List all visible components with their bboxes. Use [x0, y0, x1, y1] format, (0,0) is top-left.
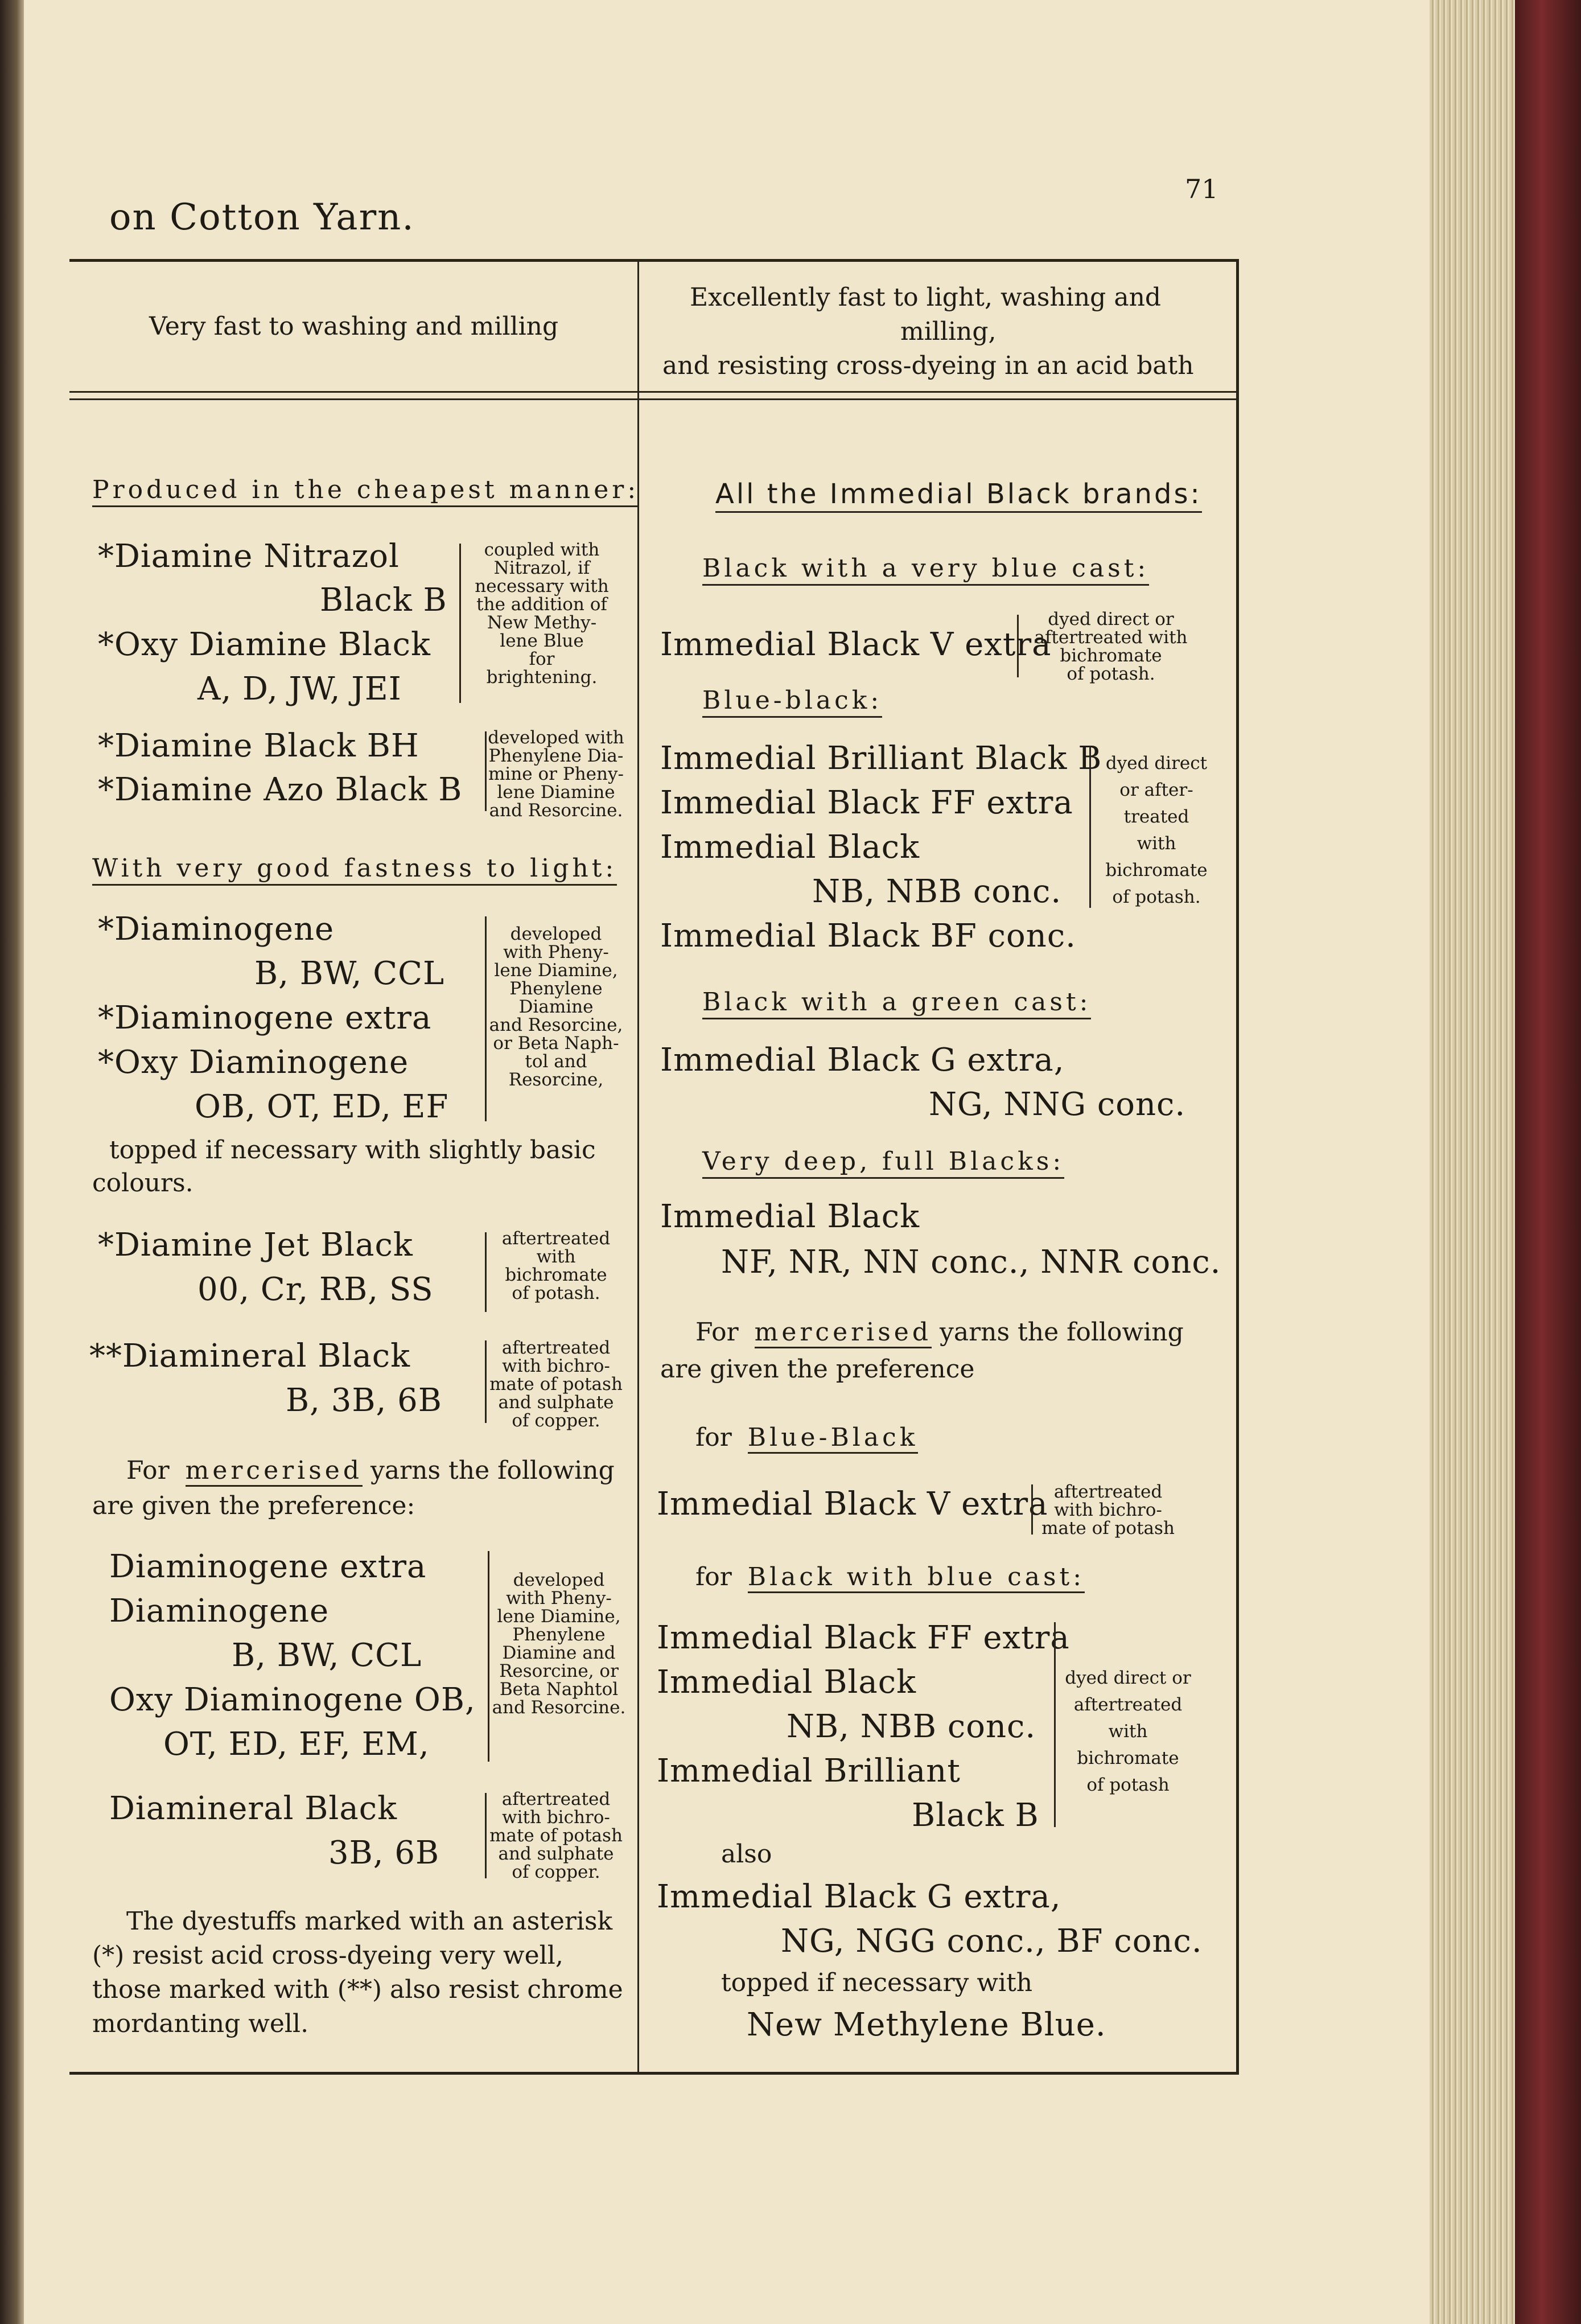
dye-name: Black B: [912, 1797, 1039, 1834]
note: aftertreated with bichro- mate of potash: [1041, 1482, 1175, 1539]
note: developed with Phenylene Dia- mine or Pheny- lene Diamine and Resorcine.: [488, 727, 624, 821]
dye-name: Immedial Black V extra: [657, 1486, 1048, 1523]
text-line: For mercerised yarns the following: [695, 1318, 1184, 1347]
dye-name: *Oxy Diaminogene: [98, 1044, 409, 1081]
page-edges: [1430, 0, 1515, 2324]
text-line: topped if necessary with slightly basic: [109, 1136, 596, 1165]
dye-name: B, 3B, 6B: [286, 1382, 442, 1419]
running-head: on Cotton Yarn.: [109, 196, 415, 238]
header-right-1: Excellently fast to light, washing and: [690, 283, 1162, 312]
dye-name: Diamineral Black: [109, 1790, 398, 1827]
dye-name: *Diamine Black BH: [98, 727, 419, 764]
dye-name: Diaminogene: [109, 1593, 330, 1630]
dye-name: Immedial Black: [660, 829, 920, 866]
brace: [479, 1232, 487, 1312]
note: coupled with Nitrazol, if necessary with the addition of New Methy- lene Blue for brightening.: [475, 540, 609, 688]
footnote-line: mordanting well.: [92, 2009, 309, 2038]
dye-name: B, BW, CCL: [254, 955, 445, 992]
header-right-3: and resisting cross-dyeing in an acid bath: [662, 351, 1194, 380]
section-heading: Very deep, full Blacks:: [702, 1147, 1064, 1179]
dye-name: NF, NR, NN conc., NNR conc.: [721, 1244, 1221, 1281]
dye-name: **Diamineral Black: [89, 1338, 411, 1375]
text-line: are given the preference: [660, 1355, 975, 1384]
note: aftertreated with bichromate of potash.: [501, 1228, 611, 1303]
brace: [1048, 1622, 1056, 1827]
dye-name: *Diamine Nitrazol: [98, 538, 400, 575]
footnote-line: those marked with (**) also resist chrome: [92, 1975, 623, 2004]
dye-name: Immedial Black FF extra: [657, 1619, 1070, 1656]
dye-name: NG, NGG conc., BF conc.: [781, 1923, 1203, 1960]
footnote-line: The dyestuffs marked with an asterisk: [126, 1907, 613, 1936]
dye-name: Immedial Black FF extra: [660, 784, 1073, 821]
brace: [479, 1340, 487, 1423]
page-number: 71: [1185, 174, 1218, 204]
text-line: also: [721, 1840, 772, 1869]
dye-name: Diaminogene extra: [109, 1548, 427, 1585]
dye-name: A, D, JW, JEI: [197, 671, 402, 708]
dye-name: OB, OT, ED, EF: [195, 1088, 449, 1125]
section-heading: All the Immedial Black brands:: [715, 478, 1202, 513]
dye-name: Immedial Black: [660, 1198, 920, 1235]
text-line: topped if necessary with: [721, 1968, 1033, 1997]
brace: [482, 1551, 489, 1762]
note: dyed direct or after- treated with bichromate of potash.: [1105, 753, 1208, 907]
dye-name: *Diaminogene extra: [98, 999, 432, 1036]
dye-name: Immedial Black G extra,: [660, 1042, 1065, 1079]
dye-name: NG, NNG conc.: [929, 1086, 1186, 1123]
dye-name: *Diamine Jet Black: [98, 1227, 413, 1264]
dye-name: 00, Cr, RB, SS: [197, 1271, 434, 1308]
text-line: For mercerised yarns the following: [126, 1456, 615, 1485]
section-heading: Black with a green cast:: [702, 988, 1091, 1019]
dye-name: Oxy Diaminogene OB,: [109, 1681, 476, 1718]
book-spine: [0, 0, 24, 2324]
dye-name: Black B: [320, 582, 447, 619]
header-right-2: milling,: [900, 317, 997, 346]
dye-name: *Diaminogene: [98, 911, 335, 948]
dye-name: NB, NBB conc.: [812, 873, 1062, 910]
note: developed with Pheny- lene Diamine, Phenylene Diamine and Resorcine, or Beta Naph- tol and Resorcine,: [489, 924, 623, 1090]
dye-name: Immedial Black G extra,: [657, 1878, 1061, 1915]
note: aftertreated with bichro- mate of potash and sulphate of copper.: [489, 1789, 623, 1882]
text-line: are given the preference:: [92, 1491, 415, 1520]
note: dyed direct or aftertreated with bichromate of potash: [1065, 1668, 1191, 1795]
dye-name: Immedial Black V extra: [660, 626, 1052, 663]
dye-name: Immedial Brilliant: [657, 1753, 961, 1790]
dye-name: NB, NBB conc.: [787, 1708, 1036, 1745]
brace: [1026, 1484, 1033, 1535]
dye-name: *Oxy Diamine Black: [98, 626, 431, 663]
footnote-line: (*) resist acid cross-dyeing very well,: [92, 1941, 563, 1970]
text-line: for Blue-Black: [695, 1423, 918, 1452]
text-line: colours.: [92, 1169, 193, 1198]
section-heading: With very good fastness to light:: [92, 854, 617, 886]
dye-name: Immedial Black: [657, 1664, 917, 1701]
brace: [454, 544, 461, 703]
dye-name: 3B, 6B: [328, 1834, 440, 1871]
book-page: [24, 0, 1430, 2324]
dye-name: Immedial Black BF conc.: [660, 918, 1076, 955]
brace: [479, 916, 487, 1121]
note: dyed direct or aftertreated with bichromate of potash.: [1034, 609, 1188, 684]
brace: [1011, 615, 1019, 677]
section-heading: Blue-black:: [702, 686, 882, 718]
section-heading: Produced in the cheapest manner:: [92, 475, 639, 507]
text-line: for Black with blue cast:: [695, 1562, 1085, 1591]
brace: [479, 1793, 487, 1878]
brace: [479, 731, 487, 811]
section-heading: Black with a very blue cast:: [702, 554, 1149, 586]
brace: [1084, 746, 1091, 908]
dye-name: New Methylene Blue.: [747, 2006, 1106, 2043]
dye-name: Immedial Brilliant Black B: [660, 740, 1102, 777]
note: aftertreated with bichro- mate of potash and sulphate of copper.: [489, 1338, 623, 1431]
note: developed with Pheny- lene Diamine, Phenylene Diamine and Resorcine, or Beta Naphtol and Resorcine.: [492, 1570, 626, 1718]
dye-name: OT, ED, EF, EM,: [163, 1726, 430, 1763]
dye-name: B, BW, CCL: [232, 1637, 422, 1674]
book-cover: [1515, 0, 1581, 2324]
dye-name: *Diamine Azo Black B: [98, 771, 463, 808]
header-left: Very fast to washing and milling: [149, 312, 559, 341]
